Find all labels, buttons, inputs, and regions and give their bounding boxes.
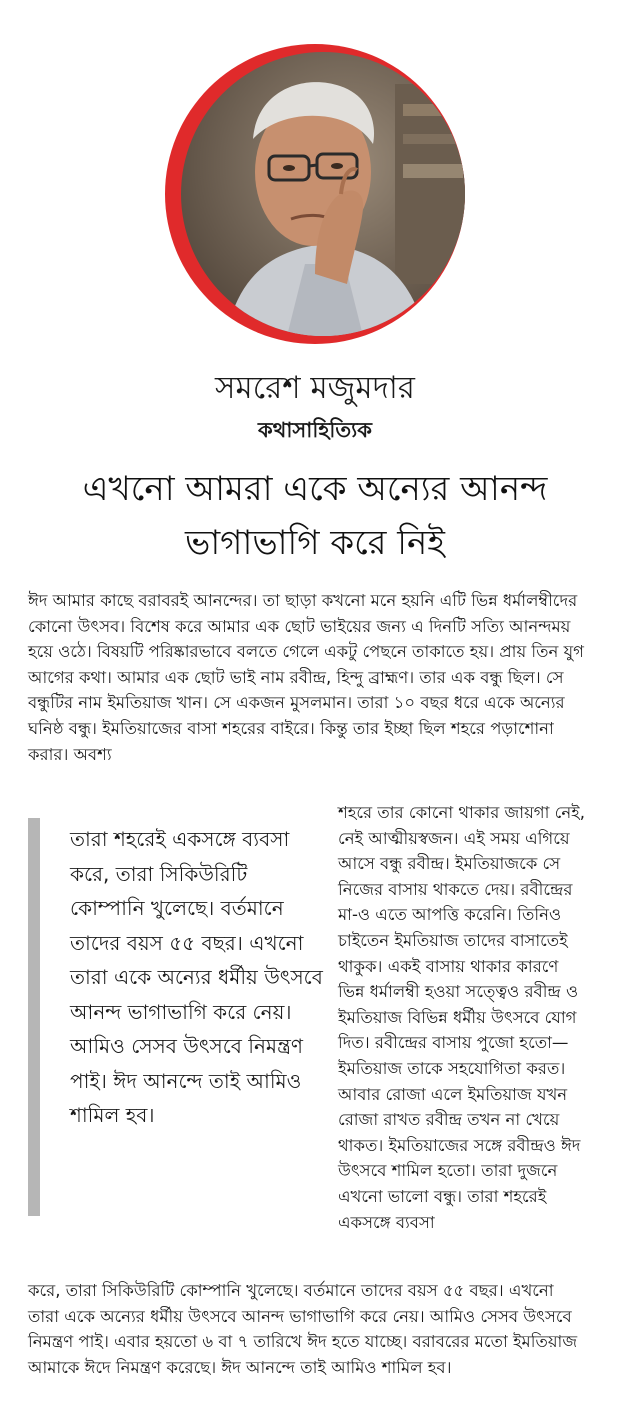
article-paragraph-bottom: করে, তারা সিকিউরিটি কোম্পানি খুলেছে। বর্তমানে তাদের বয়স ৫৫ বছর। এখনো তারা একে অন্যের ধর্মীয় উৎসবে আনন্দ ভাগাভাগি করে নেয়। আমিও সেসব উৎসবে নিমন্ত্রণ পাই। এবার হয়তো ৬ বা ৭ তারিখে ঈদ হতে যাচ্ছে। বরাবরের মতো ইমতিয়াজ আমাকে ঈদে নিমন্ত্রণ করেছে। ঈদ আনন্দে তাই আমিও শামিল হব।	[28, 1281, 578, 1377]
article-paragraph-right-column: শহরে তার কোনো থাকার জায়গা নেই, নেই আত্মীয়স্বজন। এই সময় এগিয়ে আসে বন্ধু রবীন্দ্র। ইমতিয়াজকে সে নিজের বাসায় থাকতে দেয়। রবীন্দ্রের মা-ও এতে আপত্তি করেনি। তিনিও চাইতেন ইমতিয়াজ তাদের বাসাতেই থাকুক। একই বাসায় থাকার কারণে ভিন্ন ধর্মালম্বী হওয়া সত্ত্বেও রবীন্দ্র ও ইমতিয়াজ বিভিন্ন ধর্মীয় উৎসবে যোগ দিত। রবীন্দ্রের বাসায় পুজো হতো— ইমতিয়াজ তাকে সহযোগিতা করত। আবার রোজা এলে ইমতিয়াজ যখন রোজা রাখত রবীন্দ্র তখন না খেয়ে থাকত। ইমতিয়াজের সঙ্গে রবীন্দ্রও ঈদ উৎসবে শামিল হতো। তারা দুজনে এখনো ভালো বন্ধু। তারা শহরেই একসঙ্গে ব্যবসা	[338, 803, 585, 1232]
author-name: সমরেশ মজুমদার	[215, 370, 415, 406]
article-paragraph-top: ঈদ আমার কাছে বরাবরই আনন্দের। তা ছাড়া কখনো মনে হয়নি এটি ভিন্ন ধর্মালম্বীদের কোনো উৎসব। বিশেষ করে আমার এক ছোট ভাইয়ের জন্য এ দিনটি সত্যি আনন্দময় হয়ে ওঠে। বিষয়টি পরিষ্কারভাবে বলতে গেলে একটু পেছনে তাকাতে হয়। প্রায় তিন যুগ আগের কথা। আমার এক ছোট ভাই নাম রবীন্দ্র, হিন্দু ব্রাহ্মণ। তার এক বন্ধু ছিল। সে বন্ধুটির নাম ইমতিয়াজ খান। সে একজন মুসলমান। তারা ১০ বছর ধরে একে অন্যের ঘনিষ্ঠ বন্ধু। ইমতিয়াজের বাসা শহরের বাইরে। কিন্তু তার ইচ্ছা ছিল শহরে পড়াশোনা করার। অবশ্য	[28, 591, 584, 764]
author-portrait	[165, 44, 465, 344]
pullquote-text: তারা শহরেই একসঙ্গে ব্যবসা করে, তারা সিকিউরিটি কোম্পানি খুলেছে। বর্তমানে তাদের বয়স ৫৫ বছর। এখনো তারা একে অন্যের ধর্মীয় উৎসবে আনন্দ ভাগাভাগি করে নেয়। আমিও সেসব উৎসবে নিমন্ত্রণ পাই। ঈদ আনন্দে তাই আমিও শামিল হব।	[70, 827, 323, 1127]
article-headline: এখনো আমরা একে অন্যের আনন্দ ভাগাভাগি করে নিই	[82, 469, 548, 563]
author-role: কথাসাহিত্যিক	[258, 418, 372, 442]
author-portrait-photo-icon	[165, 44, 465, 344]
pullquote	[28, 818, 324, 1216]
